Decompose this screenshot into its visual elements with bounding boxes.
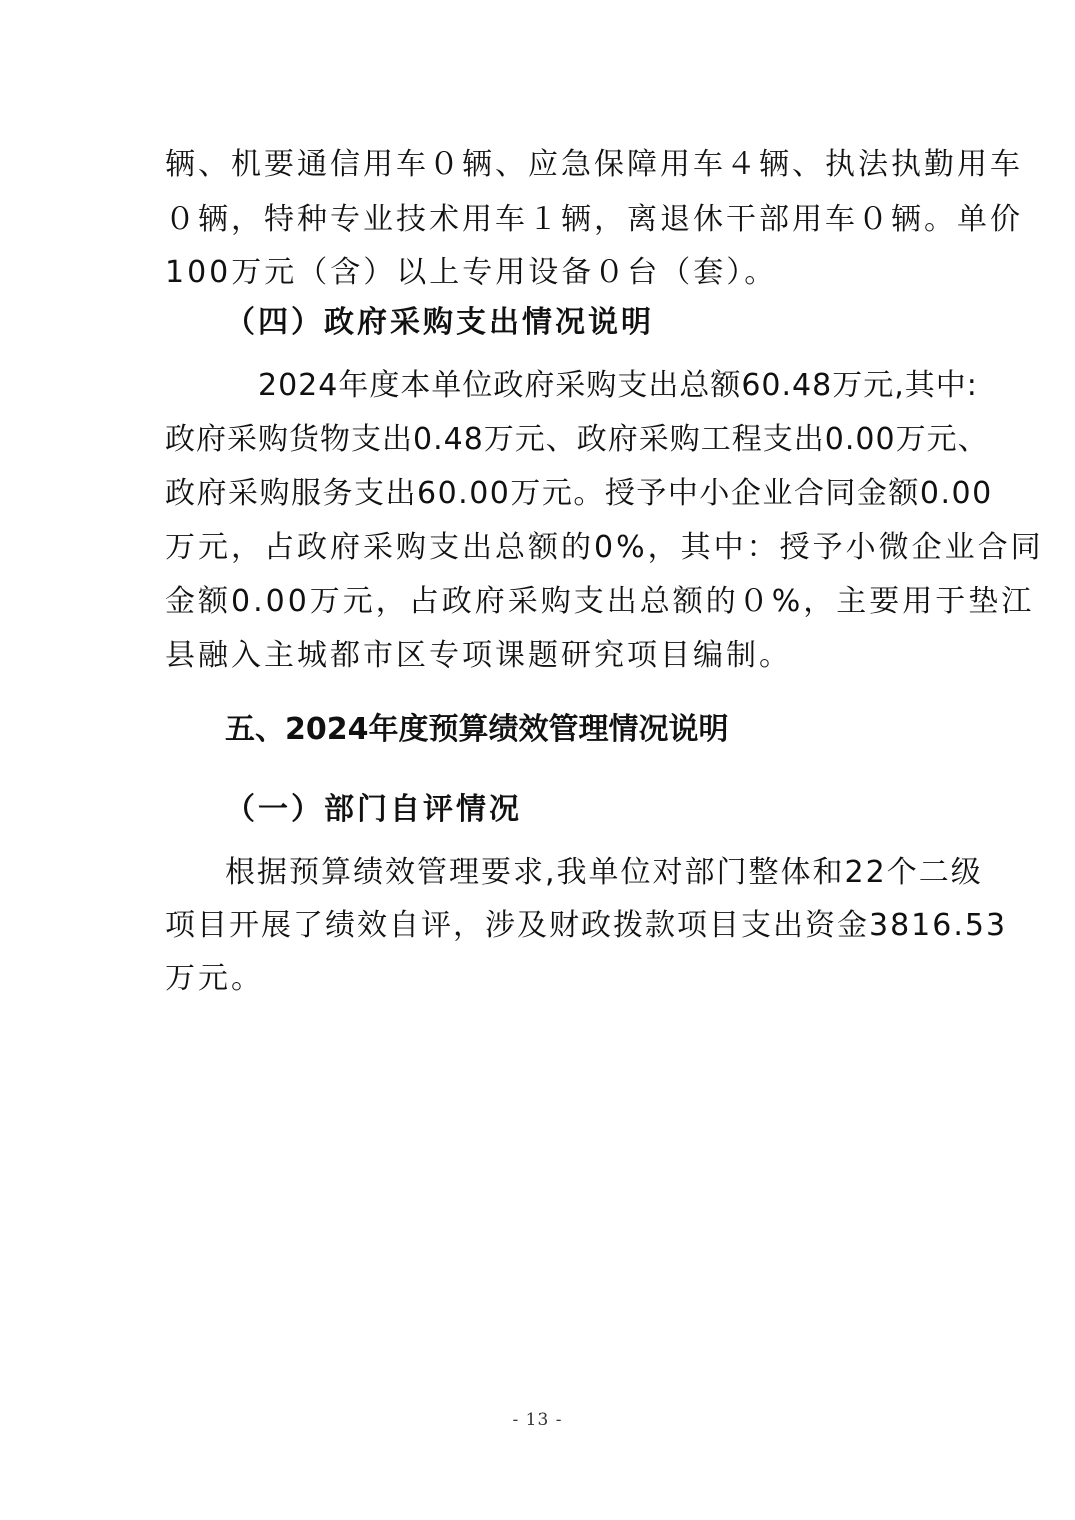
paragraph-line: ０辆，特种专业技术用车１辆，离退休干部用车０辆。单价 [165, 202, 1023, 237]
paragraph-line: 万元。 [165, 961, 264, 996]
paragraph-line: 辆、机要通信用车０辆、应急保障用车４辆、执法执勤用车 [165, 147, 1023, 182]
paragraph-line: 2024年度本单位政府采购支出总额60.48万元,其中: [258, 368, 978, 403]
paragraph-line: 项目开展了绩效自评，涉及财政拨款项目支出资金3816.53 [165, 908, 1008, 943]
paragraph-line: 政府采购货物支出0.48万元、政府采购工程支出0.00万元、 [165, 422, 989, 457]
section-heading-budget-performance: 五、2024年度预算绩效管理情况说明 [225, 712, 729, 747]
paragraph-line: 政府采购服务支出60.00万元。授予中小企业合同金额0.00 [165, 476, 993, 511]
paragraph-line: 100万元（含）以上专用设备０台（套）。 [165, 255, 778, 290]
paragraph-line: 金额0.00万元，占政府采购支出总额的０%，主要用于垫江 [165, 584, 1035, 619]
paragraph-line: 根据预算绩效管理要求,我单位对部门整体和22个二级 [225, 855, 983, 890]
page-number: - 13 - [512, 1410, 563, 1430]
sub-heading-government-procurement: （四）政府采购支出情况说明 [225, 305, 654, 340]
paragraph-line: 万元，占政府采购支出总额的0%，其中：授予小微企业合同 [165, 530, 1044, 565]
sub-heading-department-self-evaluation: （一）部门自评情况 [225, 792, 522, 827]
paragraph-line: 县融入主城都市区专项课题研究项目编制。 [165, 638, 792, 673]
